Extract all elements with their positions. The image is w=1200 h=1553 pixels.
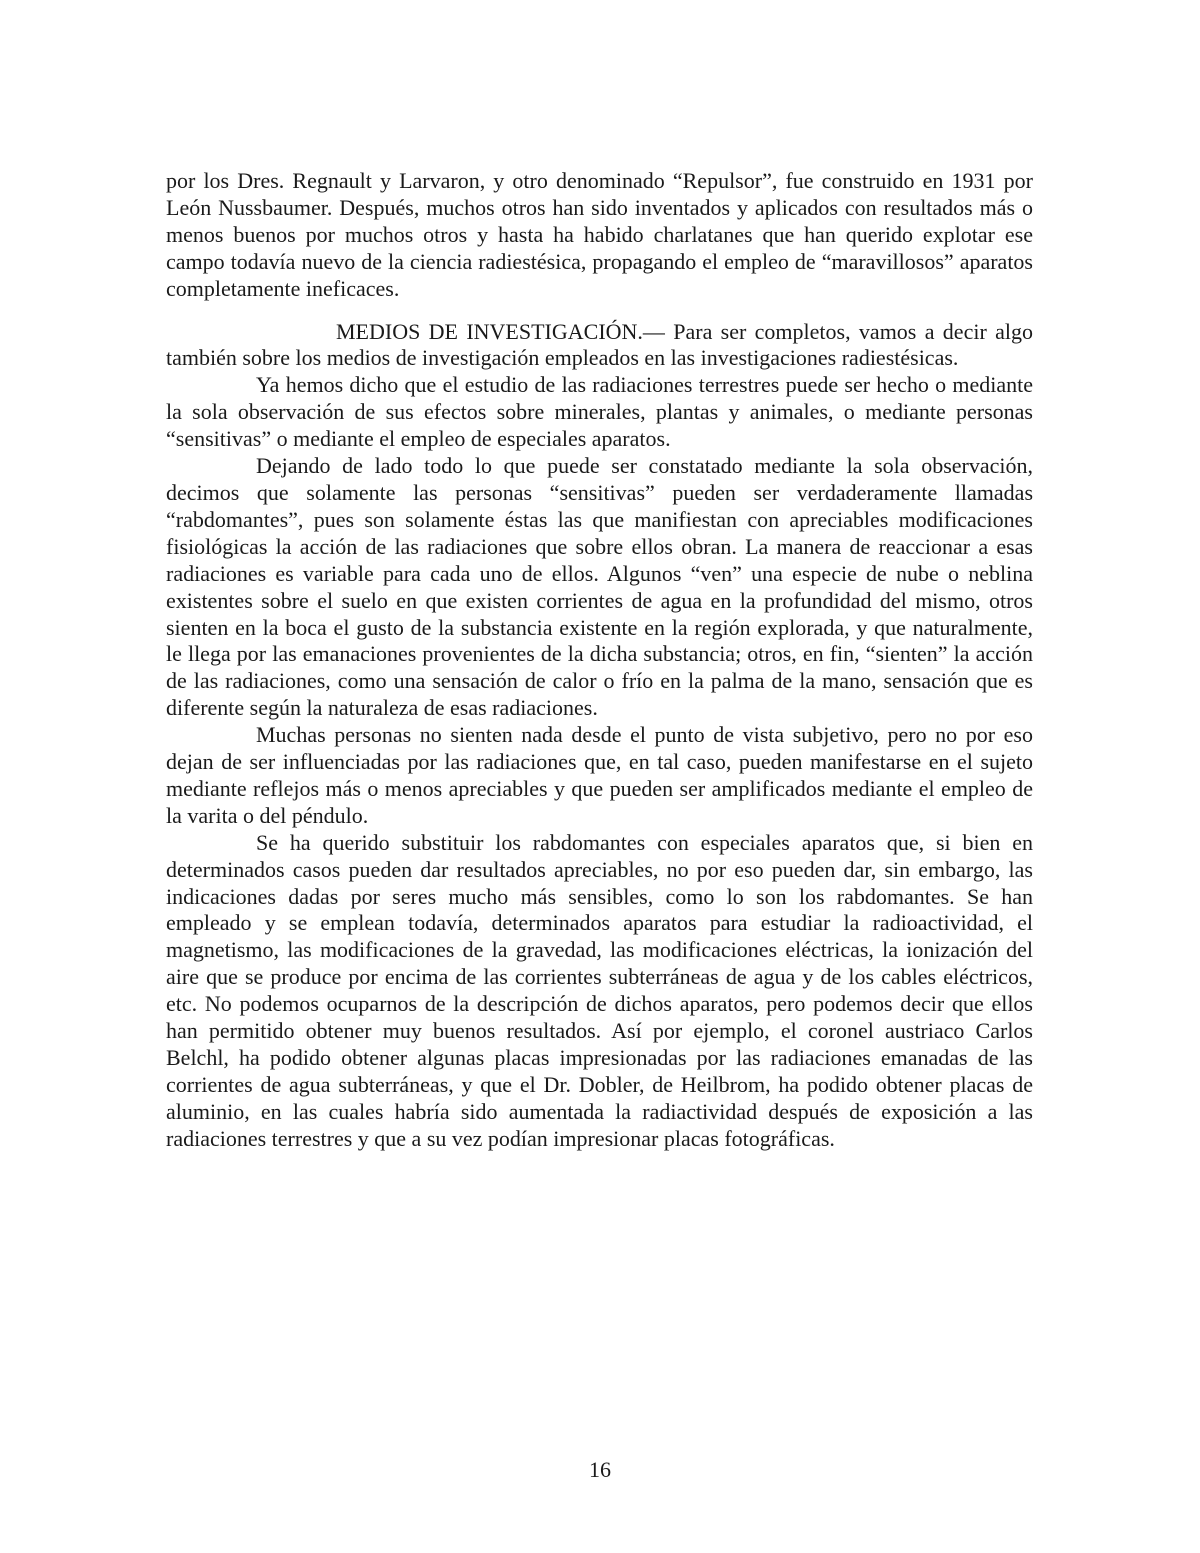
paragraph-punto-de-vista-subjetivo: Muchas personas no sienten nada desde el punto de vista subjetivo, pero no por eso dejan de ser influenciadas por las radiaciones que, en tal caso, pueden manifestarse en el sujeto mediante reflejos más o menos apreciables y que pueden ser amplificados mediante el empleo de la varita o del péndulo. <box>166 722 1033 828</box>
paragraph-continuation: por los Dres. Regnault y Larvaron, y otro denominado “Repulsor”, fue construido en 1931 por León Nussbaumer. Después, muchos otros han sido inventados y aplicados con resultados más o menos buenos por muchos otros y hasta ha habido charlatanes que han querido explotar ese campo todavía nuevo de la ciencia radiestésica, propagando el empleo de “maravillosos” aparatos completamente ineficaces. <box>166 168 1033 301</box>
page-number: 16 <box>589 1457 611 1482</box>
paragraph-aparatos: Se ha querido substituir los rabdomantes con especiales aparatos que, si bien en determinados casos pueden dar resultados apreciables, no por eso pueden dar, sin embargo, las indicaciones dadas por seres mucho más sensibles, como lo son los rabdomantes. Se han empleado y se emplean todavía, determinados aparatos para estudiar la radioactividad, el magnetismo, las modificaciones de la gravedad, las modificaciones eléctricas, la ionización del aire que se produce por encima de las corrientes subterráneas de agua y de los cables eléctricos, etc. No podemos ocuparnos de la descripción de dichos aparatos, pero podemos decir que ellos han permitido obtener muy buenos resultados. Así por ejemplo, el coronel austriaco Carlos Belchl, ha podido obtener algunas placas impresionadas por las radiaciones emanadas de las corrientes de agua subterráneas, y que el Dr. Dobler, de Heilbrom, ha podido obtener placas de aluminio, en las cuales habría sido aumentada la radiactividad después de exposición a las radiaciones terrestres y que a su vez podían impresionar placas fotográficas. <box>166 829 1033 1151</box>
body-text <box>166 168 1033 1153</box>
paragraph-radiaciones-terrestres: Ya hemos dicho que el estudio de las radiaciones terrestres puede ser hecho o mediante la sola observación de sus efectos sobre minerales, plantas y animales, o mediante personas “sensitivas” o mediante el empleo de especiales aparatos. <box>166 372 1033 452</box>
paragraph-personas-sensitivas: Dejando de lado todo lo que puede ser constatado mediante la sola observación, decimos que solamente las personas “sensitivas” pueden ser verdaderamente llamadas “rabdomantes”, pues son solamente éstas las que manifiestan con apreciables modificaciones fisiológicas la acción de las radiaciones que sobre ellos obran. La manera de reaccionar a esas radiaciones es variable para cada uno de ellos. Algunos “ven” una especie de nube o neblina existentes sobre el suelo en que existen corrientes de agua en la profundidad del mismo, otros sienten en la boca el gusto de la substancia existente en la región explorada, y que naturalmente, le llega por las emanaciones provenientes de la dicha substancia; otros, en fin, “sienten” la acción de las radiaciones, como una sensación de calor o frío en la palma de la mano, sensación que es diferente según la naturaleza de esas radiaciones. <box>166 453 1033 721</box>
paragraph-medios-de-investigacion: MEDIOS DE INVESTIGACIÓN.— Para ser completos, vamos a decir algo también sobre los medios de investigación empleados en las investigaciones radiestésicas. <box>166 318 1033 371</box>
